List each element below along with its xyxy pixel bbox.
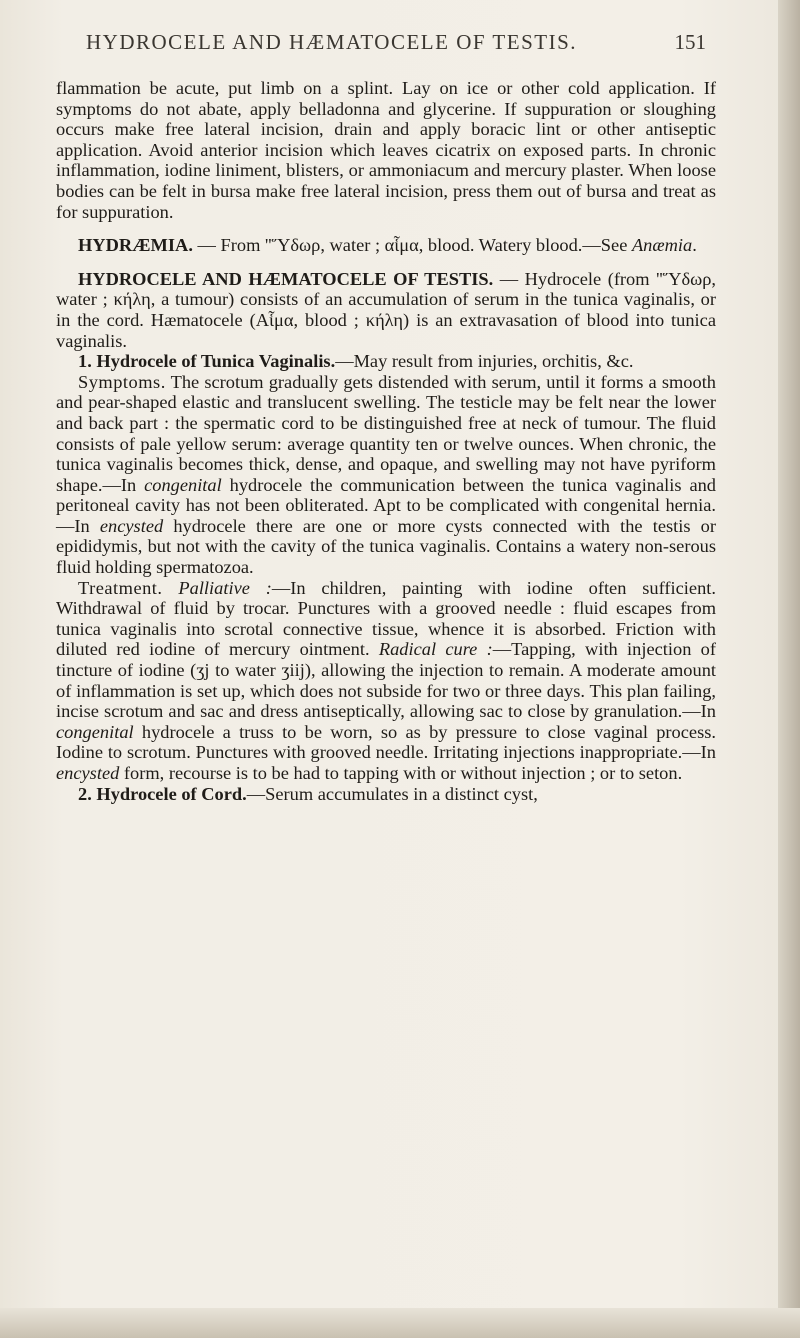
page-bottom-shadow <box>0 1308 800 1338</box>
subsection-2: 2. Hydrocele of Cord.—Serum accumulates in a distinct cyst, <box>78 783 538 804</box>
paragraph-continuation: flammation be acute, put limb on a splint. Lay on ice or other cold application. If symptoms do not abate, apply belladonna and glycerine. If suppuration or sloughing occurs make free lateral incision, drain and apply boracic lint or other antiseptic application. Avoid anterior incision which leaves cicatrix on exposed parts. In chronic inflammation, iodine liniment, blisters, or ammoniacum and mercury plaster. When loose bodies can be felt in bursa make free lateral incision, press them out of bursa and treat as for suppuration. <box>56 78 716 222</box>
running-title: HYDROCELE AND HÆMATOCELE OF TESTIS. <box>86 30 577 54</box>
treatment-paragraph: Treatment. Palliative :—In children, painting with iodine often sufficient. Withdrawal of fluid by trocar. Punctures with a grooved needle : fluid escapes from tunica vaginalis into scrotal connective tissue, whence it is absorbed. Friction with diluted red iodine of mercury ointment. Radical cure :—Tapping, with injection of tincture of iodine (ʒj to water ʒiij), allowing the injection to remain. A moderate amount of inflammation is set up, which does not subside for two or three days. This plan failing, incise scrotum and sac and dress antiseptically, allowing sac to close by granulation.—In congenital hydrocele a truss to be worn, so as by pressure to close vaginal process. Iodine to scrotum. Punctures with grooved needle. Irritating injections inappropriate.—In encysted form, recourse is to be had to tapping with or without injection ; or to seton. <box>56 577 716 783</box>
entry-heading: HYDROCELE AND HÆMATOCELE OF TESTIS. <box>78 268 494 289</box>
page-edge-shadow <box>778 0 800 1338</box>
entry-hydrocele: HYDROCELE AND HÆMATOCELE OF TESTIS. — Hydrocele (from ''Ὕδωρ, water ; κήλη, a tumour) consists of an accumulation of serum in the tunica vaginalis, or in the cord. Hæmatocele (Αἷμα, blood ; κήλη) is an extravasation of blood into tunica vaginalis. <box>56 268 717 351</box>
symptoms-label: Symptoms. <box>78 371 166 392</box>
page-body <box>56 78 716 804</box>
subsection-1: 1. Hydrocele of Tunica Vaginalis.—May result from injuries, orchitis, &c. <box>78 351 634 372</box>
page-number: 151 <box>674 30 706 54</box>
entry-hydraemia: HYDRÆMIA. — From ''Ὕδωρ, water ; αἷμα, blood. Watery blood.—See Anæmia. <box>78 235 697 256</box>
symptoms-paragraph: Symptoms. The scrotum gradually gets distended with serum, until it forms a smooth and pear-shaped elastic and translucent swelling. The testicle may be felt near the lower and back part : the spermatic cord to be distinguished free at neck of tumour. The fluid consists of pale yellow serum: average quantity ten or twelve ounces. When chronic, the tunica vaginalis becomes thick, dense, and opaque, and swelling may not have pyriform shape.—In congenital hydrocele the communication between the tunica vaginalis and peritoneal cavity has not been obliterated. Apt to be complicated with congenital hernia.—In encysted hydrocele there are one or more cysts connected with the testis or epididymis, but not with the cavity of the tunica vaginalis. Contains a watery non-serous fluid holding spermatozoa. <box>56 371 716 578</box>
subsection-heading: 2. Hydrocele of Cord. <box>78 783 247 804</box>
cross-reference: Anæmia <box>631 235 693 256</box>
subsection-heading: 1. Hydrocele of Tunica Vaginalis. <box>78 351 336 372</box>
entry-heading: HYDRÆMIA. <box>78 235 193 256</box>
treatment-label: Treatment. <box>78 577 163 598</box>
running-header <box>86 30 706 55</box>
